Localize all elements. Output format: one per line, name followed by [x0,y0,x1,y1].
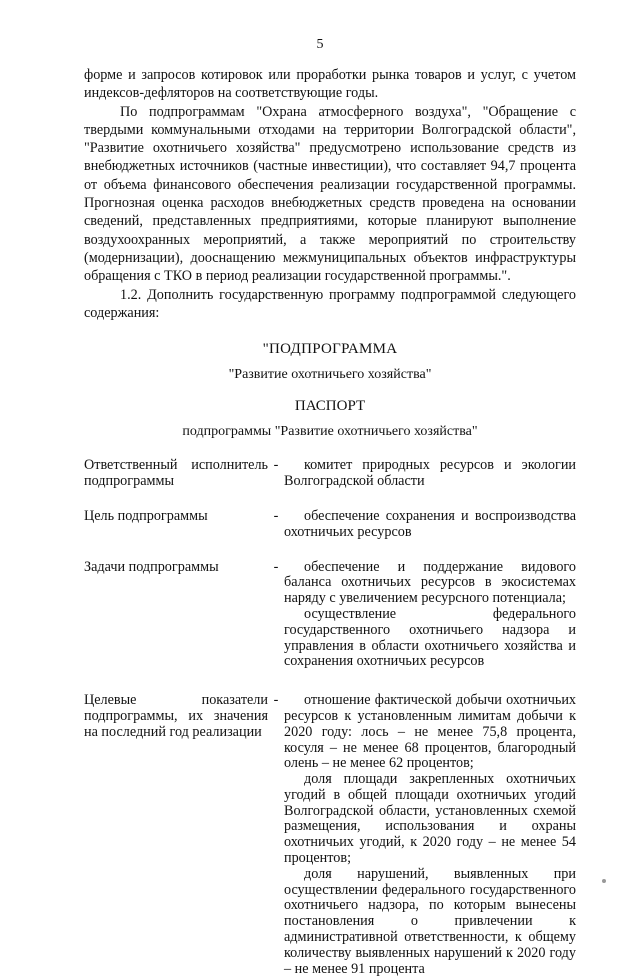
passport-value [284,560,576,671]
passport-label: Цель подпрограммы [84,507,208,524]
passport-value-text: отношение фактической добычи охотничьих ресурсов к установленным лимитам добычи к 2020 году: лось – не менее 75,8 процента, косуля – не менее 68 процентов, благородный олень – не менее 62 процентов; [284,692,576,772]
passport-value [284,458,576,490]
passport-row [84,693,576,977]
passport-label: Ответственный исполнитель подпрограммы [84,457,268,490]
passport-value-text: комитет природных ресурсов и экологии Волгоградской области [284,457,576,490]
passport-label: Целевые показатели подпрограммы, их значения на последний год реализации [84,692,268,740]
document-body [84,66,576,977]
passport-row [84,458,576,490]
passport-dash: - [273,507,279,524]
passport-row [84,560,576,671]
passport-value-text: доля нарушений, выявленных при осуществлении федерального государственного охотничьего надзора, по которым вынесены постановления о привлечении к административной ответственности, к общему количеству выявленных нарушений к 2020 году – не менее 91 процента [284,865,576,977]
subprogram-name: "Развитие охотничьего хозяйства" [228,367,432,383]
passport-row [84,509,576,541]
passport-value-text: доля площади закрепленных охотничьих угодий в общей площади охотничьих угодий Волгоградской области, установленных схемой размещения, использования и охраны охотничьих угодий, к 2020 году – не менее 54 процентов; [284,771,576,867]
passport-value [284,509,576,541]
paragraph: По подпрограммам "Охрана атмосферного воздуха", "Обращение с твердыми коммунальными отходами на территории Волгоградской области", "Развитие охотничьего хозяйства" предусмотрено использование средств из внебюджетных источников (частные инвестиции), что составляет 94,7 процента от объема финансового обеспечения реализации государственной программы. Прогнозная оценка расходов внебюджетных средств проведена на основании сведений, представленных предприятиями, которые планируют выполнение воздухоохранных мероприятий, а также мероприятий по строительству (модернизации), дооснащению межмуниципальных объектов инфраструктуры обращения с ТКО в период реализации государственной программы.". [84,103,576,285]
passport-value-text: обеспечение и поддержание видового баланса охотничьих ресурсов в экосистемах наряду с увеличением ресурсного потенциала; [284,558,576,607]
passport-dash: - [273,692,279,709]
passport-value [284,693,576,977]
scan-speck [602,879,606,883]
passport-value-text: осуществление федерального государственного охотничьего надзора и управления в области охотничьего хозяйства и сохранения охотничьих ресурсов [284,605,576,670]
passport-table [84,458,576,977]
passport-title: ПАСПОРТ [294,397,366,414]
passport-dash: - [273,558,279,575]
paragraph: 1.2. Дополнить государственную программу подпрограммой следующего содержания: [84,286,576,321]
passport-label: Задачи подпрограммы [84,558,219,575]
page-number: 5 [316,37,324,52]
passport-dash: - [273,457,279,474]
passport-subtitle: подпрограммы "Развитие охотничьего хозяйства" [182,424,478,440]
paragraph: форме и запросов котировок или проработки рынка товаров и услуг, с учетом индексов-дефляторов на соответствующие годы. [84,67,576,102]
passport-value-text: обеспечение сохранения и воспроизводства охотничьих ресурсов [284,507,576,540]
subprogram-heading: "ПОДПРОГРАММА [262,341,398,358]
